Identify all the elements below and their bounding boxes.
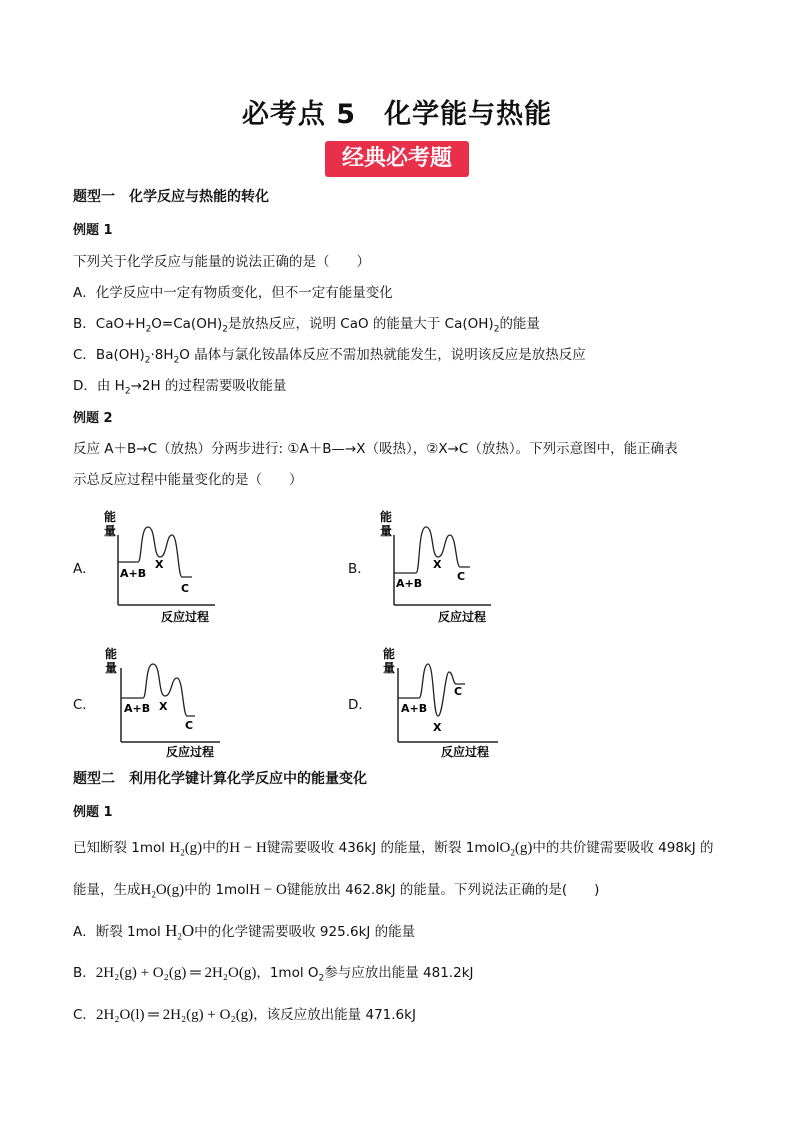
ex2-question-line2: 示总反应过程中能量变化的是（ ）	[73, 472, 303, 488]
badge: 经典必考题	[325, 141, 469, 177]
diagram-a-c: C	[181, 582, 190, 595]
s2-ex1-option-b: B．2H₂(g) + O₂(g) ═ 2H₂O(g)，1mol $O_2$参与应放出能量 481.2kJ	[73, 965, 474, 984]
diagram-d-ylabel1: 能	[383, 647, 396, 661]
diagram-a-ylabel1: 能	[104, 510, 117, 524]
energy-diagram-a	[98, 505, 228, 625]
ex1-option-d: D．由 $H_2\to 2H$ 的过程需要吸收能量	[73, 378, 287, 397]
diagram-c-ab: A+B	[124, 702, 151, 715]
s2-ex1-line1: 已知断裂 1mol $H_2(g)$中的H − H键需要吸收 436kJ 的能量，断裂 1molO$_2$(g)中的共价键需要吸收 498kJ 的	[73, 840, 714, 858]
diagram-b-ylabel1: 能	[380, 510, 393, 524]
diagram-d-x: X	[433, 721, 442, 734]
ex1-option-a: A．化学反应中一定有物质变化，但不一定有能量变化	[73, 285, 393, 301]
diagram-b-curve	[394, 527, 470, 573]
diagram-c-ylabel1: 能	[105, 647, 118, 661]
diagram-d-ylabel2: 量	[383, 661, 396, 675]
diagram-c-letter: C．	[73, 697, 96, 713]
diagram-b-xlabel: 反应过程	[438, 610, 487, 624]
ex1-option-c: C．$Ba(OH)_2\cdot 8H_2O$ 晶体与氯化铵晶体反应不需加热就能发生，说明该反应是放热反应	[73, 347, 586, 366]
diagram-b-x: X	[433, 558, 442, 571]
diagram-c-x: X	[159, 700, 168, 713]
s2-ex1-line2: 能量，生成$H_2O(g)$中的 1molH − O键能放出 462.8kJ 的能量。下列说法正确的是( )	[73, 882, 600, 900]
diagram-a-ab: A+B	[120, 567, 147, 580]
diagram-c-c: C	[185, 719, 194, 732]
diagram-a-letter: A．	[73, 561, 96, 577]
ex2-question-line1: 反应 A＋B→C（放热）分两步进行: ①A＋B—→X（吸热），②X→C（放热）。下列示意图中，能正确表	[73, 441, 678, 457]
diagram-a-xlabel: 反应过程	[161, 610, 210, 624]
diagram-d-ab: A+B	[401, 702, 428, 715]
diagram-c-xlabel: 反应过程	[166, 745, 215, 759]
diagram-d-xlabel: 反应过程	[441, 745, 490, 759]
diagram-b-ylabel2: 量	[380, 524, 393, 538]
diagram-a-ylabel2: 量	[104, 524, 117, 538]
diagram-b-c: C	[457, 570, 466, 583]
ex1-question: 下列关于化学反应与能量的说法正确的是（ ）	[73, 254, 370, 270]
s2-ex1-label: 例题 1	[73, 805, 113, 820]
diagram-d-letter: D．	[348, 697, 372, 713]
section1-heading: 题型一 化学反应与热能的转化	[73, 189, 269, 205]
ex1-label: 例题 1	[73, 223, 113, 238]
diagram-b-ab: A+B	[396, 577, 423, 590]
section2-heading: 题型二 利用化学键计算化学反应中的能量变化	[73, 771, 367, 787]
energy-diagram-c	[103, 642, 233, 762]
ex2-label: 例题 2	[73, 411, 113, 426]
diagram-c-ylabel2: 量	[105, 661, 118, 675]
page-title: 必考点 5 化学能与热能	[241, 99, 553, 130]
s2-ex1-option-a: A．断裂 1mol $H_2O$中的化学键需要吸收 925.6kJ 的能量	[73, 921, 416, 942]
s2-ex1-option-c: C．2H₂O(l) ═ 2H₂(g) + O₂(g)，该反应放出能量 471.6kJ	[73, 1007, 416, 1023]
energy-diagram-d	[381, 642, 511, 762]
diagram-a-x: X	[155, 558, 164, 571]
energy-diagram-b	[376, 505, 506, 625]
diagram-b-letter: B．	[348, 561, 371, 577]
diagram-d-c: C	[454, 685, 463, 698]
ex1-option-b: B．$CaO+H_2O=Ca(OH)_2$是放热反应，说明 CaO 的能量大于 $Ca(OH)_2$的能量	[73, 316, 540, 335]
